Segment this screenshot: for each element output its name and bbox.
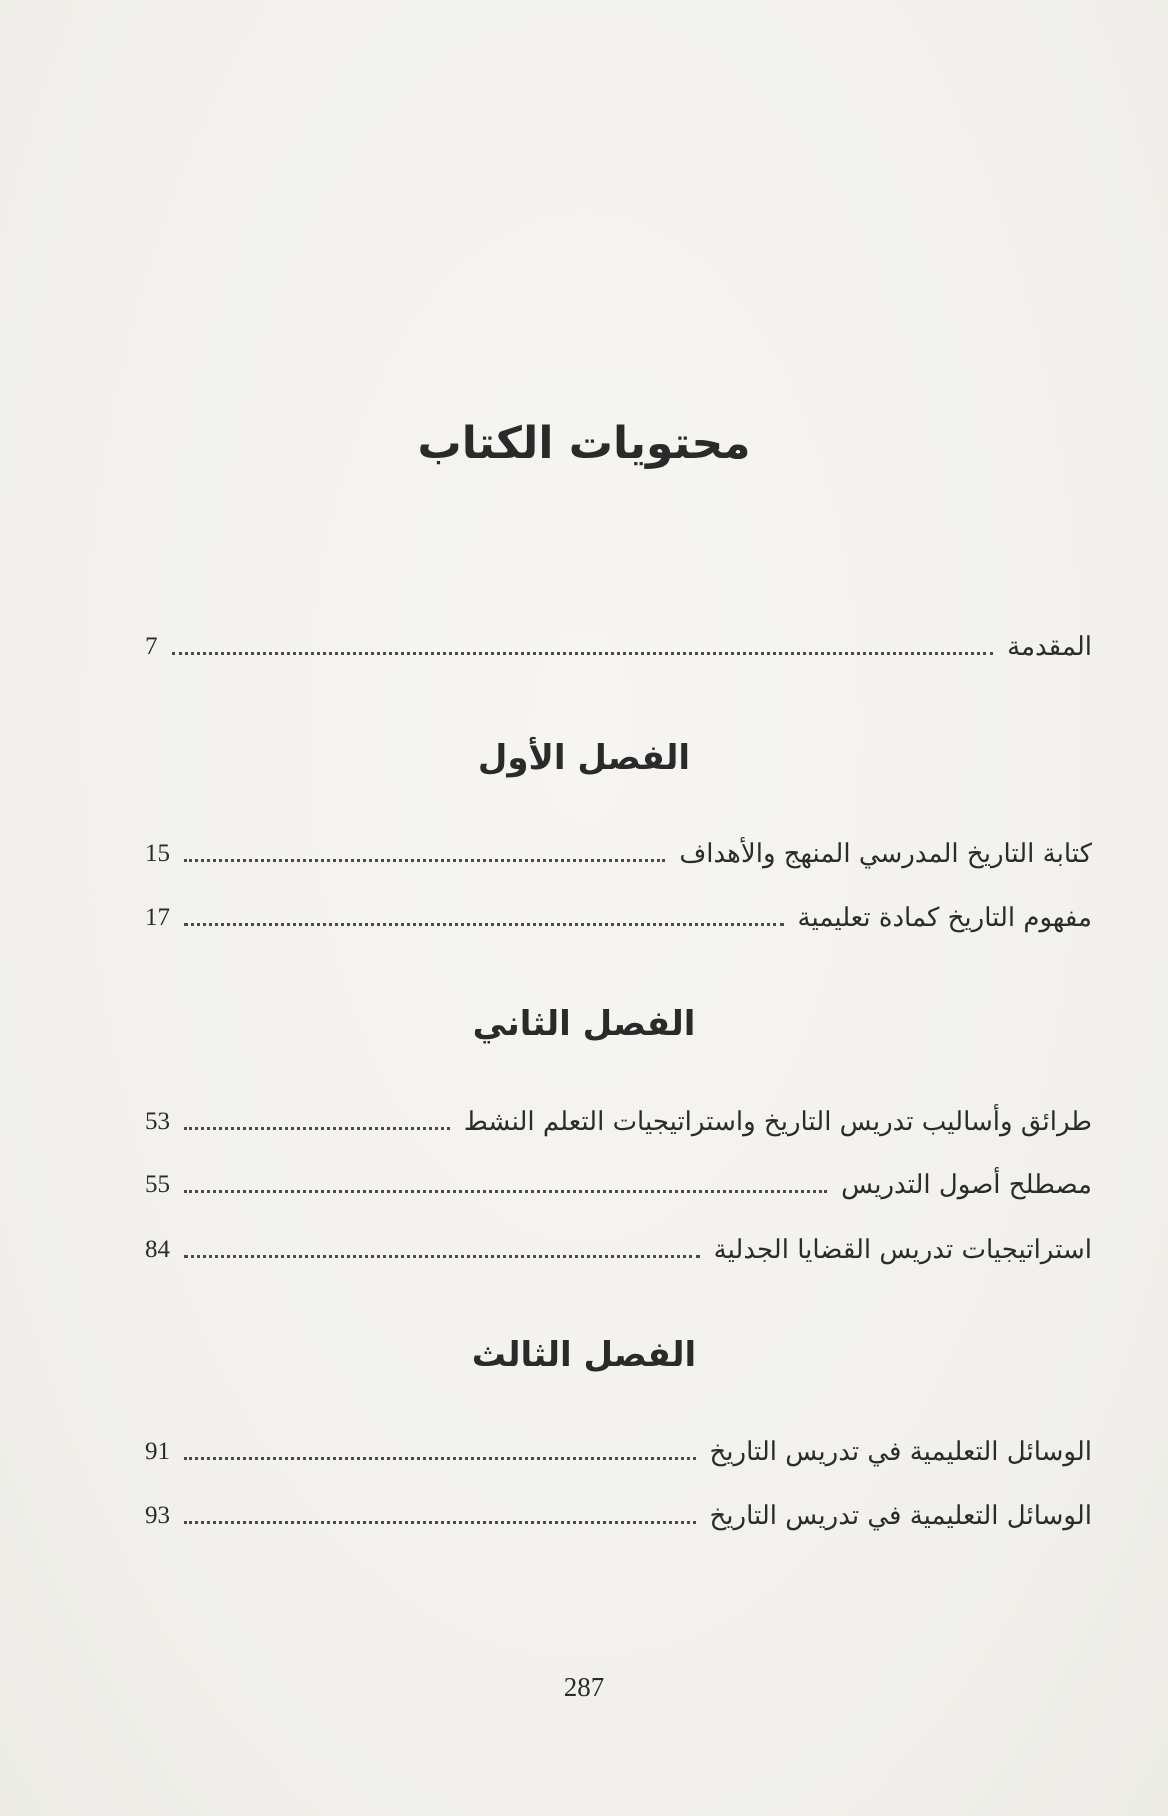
toc-leader-dots [184, 923, 784, 926]
toc-leader-dots [184, 1190, 827, 1193]
toc-leader-dots [184, 859, 665, 862]
toc-entry-label: المقدمة [1007, 632, 1092, 662]
toc-page-number: 15 [145, 840, 170, 867]
toc-entry-label: الوسائل التعليمية في تدريس التاريخ [709, 1437, 1092, 1467]
toc-page-number: 7 [145, 633, 158, 660]
toc-entry [145, 896, 1092, 940]
toc-entry-label: طرائق وأساليب تدريس التاريخ واستراتيجيات التعلم النشط [463, 1107, 1092, 1137]
toc-entry [145, 1430, 1092, 1474]
toc-entry [145, 1100, 1092, 1144]
toc-leader-dots [184, 1127, 450, 1130]
chapter-heading-1: الفصل الأول [477, 738, 691, 778]
toc-leader-dots [172, 652, 994, 655]
toc-leader-dots [184, 1457, 696, 1460]
toc-page-number: 55 [145, 1171, 170, 1198]
toc-entry [145, 1228, 1092, 1272]
toc-page-number: 53 [145, 1108, 170, 1135]
toc-page-number: 93 [145, 1502, 170, 1529]
toc-leader-dots [184, 1521, 696, 1524]
toc-entry-label: الوسائل التعليمية في تدريس التاريخ [709, 1501, 1092, 1531]
toc-entry [145, 1494, 1092, 1538]
chapter-heading-2: الفصل الثاني [472, 1004, 696, 1044]
toc-page-number: 84 [145, 1236, 170, 1263]
toc-entry-intro [145, 625, 1092, 669]
toc-leader-dots [184, 1255, 700, 1258]
toc-entry [145, 1163, 1092, 1207]
toc-page-number: 17 [145, 904, 170, 931]
chapter-heading-3: الفصل الثالث [471, 1335, 697, 1375]
toc-entry [145, 832, 1092, 876]
page-number: 287 [563, 1672, 605, 1702]
toc-entry-label: كتابة التاريخ المدرسي المنهج والأهداف [679, 839, 1092, 869]
toc-entry-label: مفهوم التاريخ كمادة تعليمية [797, 903, 1092, 933]
page-title: محتويات الكتاب [417, 418, 751, 469]
toc-entry-label: استراتيجيات تدريس القضايا الجدلية [713, 1235, 1092, 1265]
toc-entry-label: مصطلح أصول التدريس [841, 1170, 1092, 1200]
toc-page-number: 91 [145, 1438, 170, 1465]
